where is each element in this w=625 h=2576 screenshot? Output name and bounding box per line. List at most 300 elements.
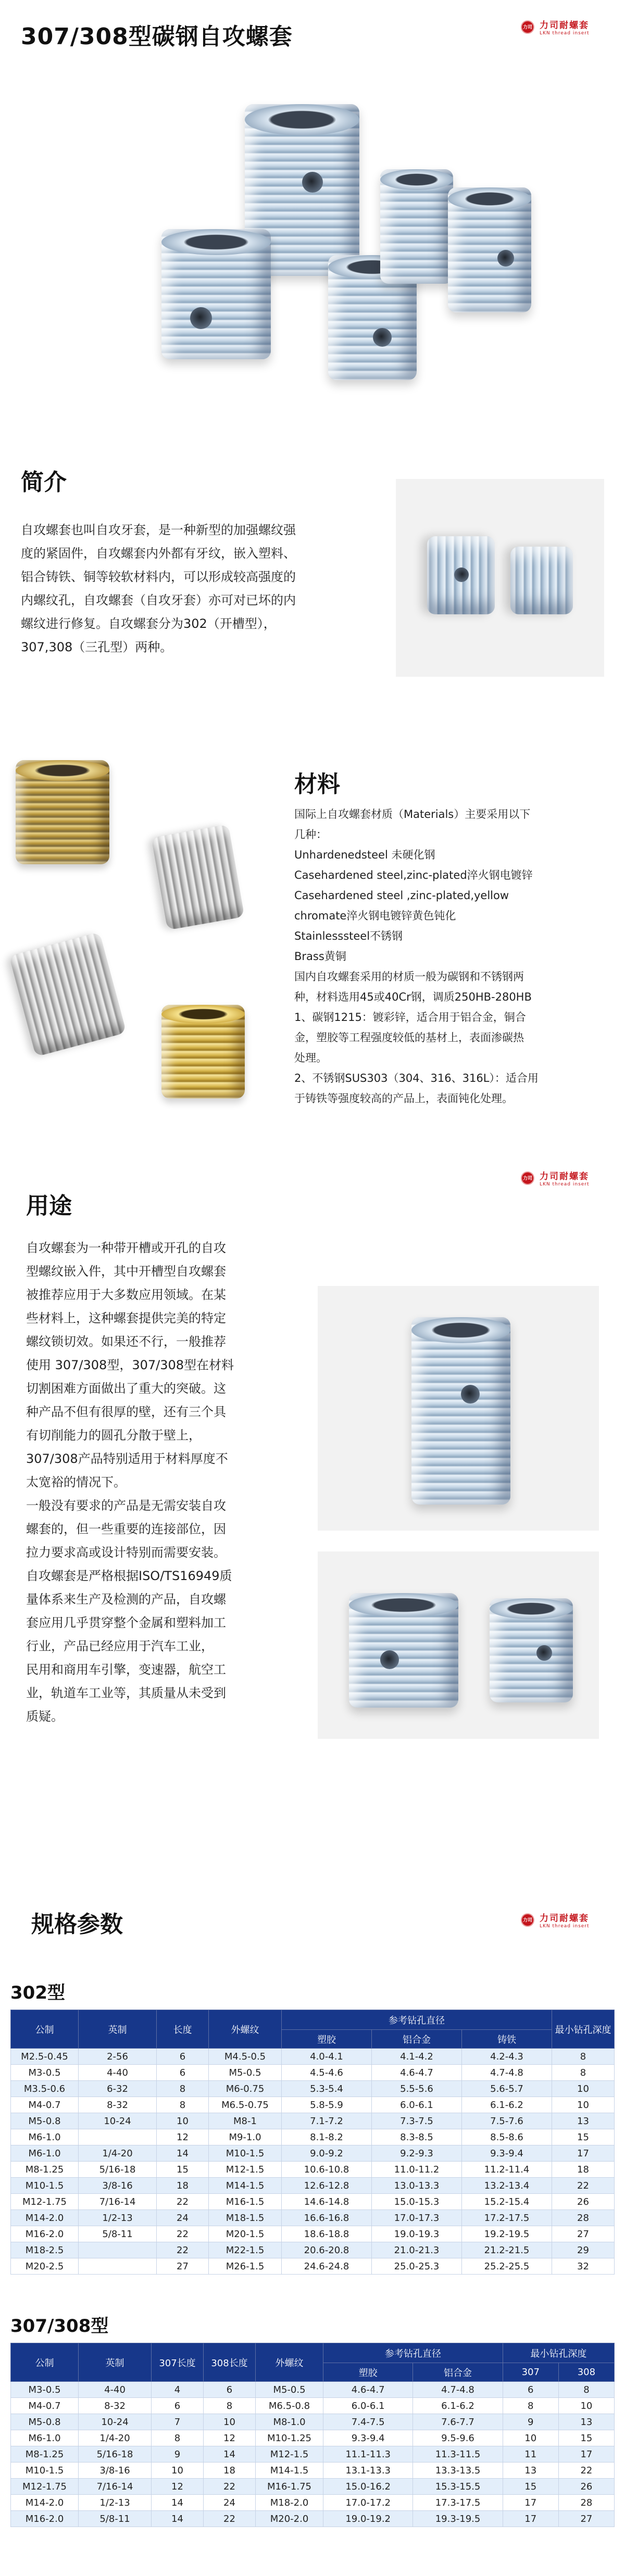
col-subheader: 308 bbox=[558, 2363, 614, 2382]
spec-table-307-308 bbox=[10, 2343, 615, 2527]
table-cell: 10 bbox=[152, 2463, 204, 2479]
table-row bbox=[11, 2382, 615, 2398]
table-row bbox=[11, 2430, 615, 2446]
table-cell: 7/16-14 bbox=[79, 2194, 157, 2210]
table-cell: 28 bbox=[552, 2210, 615, 2226]
table-cell: 1/4-20 bbox=[79, 2430, 152, 2446]
table-cell: 13.0-13.3 bbox=[372, 2178, 462, 2194]
insert-front-left bbox=[161, 229, 271, 359]
spec-table-302 bbox=[10, 2010, 615, 2275]
material-text bbox=[294, 804, 612, 1109]
table-cell: 15.3-15.5 bbox=[413, 2479, 503, 2495]
table-cell: 10.6-10.8 bbox=[282, 2162, 372, 2178]
insert-far-right bbox=[448, 187, 531, 312]
table-cell: 14 bbox=[152, 2511, 204, 2527]
table-cell: 17 bbox=[503, 2511, 558, 2527]
intro-line: 307,308（三孔型）两种。 bbox=[21, 640, 173, 654]
table-row bbox=[11, 2495, 615, 2511]
table-row bbox=[11, 2479, 615, 2495]
col-subheader: 307 bbox=[503, 2363, 558, 2382]
table-row bbox=[11, 2226, 615, 2242]
table-cell: 19.0-19.3 bbox=[372, 2226, 462, 2242]
usage-insert-tall bbox=[411, 1317, 510, 1505]
intro-product-photo bbox=[396, 479, 604, 677]
usage-insert-right bbox=[490, 1598, 573, 1702]
col-header: 公制 bbox=[11, 2343, 79, 2382]
table-cell: 22 bbox=[558, 2463, 614, 2479]
table-cell: 5.6-5.7 bbox=[462, 2081, 552, 2097]
table-cell bbox=[79, 2129, 157, 2145]
table-cell: M12-1.5 bbox=[256, 2446, 323, 2463]
table-cell: M16-2.0 bbox=[11, 2511, 79, 2527]
table-cell: 1/4-20 bbox=[79, 2145, 157, 2162]
table-307-title: 307/308型 bbox=[10, 2316, 109, 2337]
table-cell: 10-24 bbox=[79, 2113, 157, 2129]
table-cell: M10-1.5 bbox=[209, 2145, 282, 2162]
table-cell: 14 bbox=[157, 2145, 209, 2162]
table-cell: 4 bbox=[152, 2382, 204, 2398]
table-cell: 13.1-13.3 bbox=[323, 2463, 413, 2479]
material-line: Casehardened steel,zinc-plated淬火钢电镀锌 bbox=[294, 869, 533, 881]
table-cell: 17 bbox=[552, 2145, 615, 2162]
table-row bbox=[11, 2178, 615, 2194]
table-cell: M6-1.0 bbox=[11, 2430, 79, 2446]
table-cell: 5/16-18 bbox=[79, 2446, 152, 2463]
table-cell: M14-1.5 bbox=[256, 2463, 323, 2479]
table-cell: 14 bbox=[204, 2446, 256, 2463]
table-cell: 10-24 bbox=[79, 2414, 152, 2430]
table-cell: 12 bbox=[157, 2129, 209, 2145]
usage-line: 种产品不但有很厚的壁，还有三个具 bbox=[26, 1405, 226, 1419]
table-cell: 14.6-14.8 bbox=[282, 2194, 372, 2210]
usage-line: 行业，产品已经应用于汽车工业， bbox=[26, 1639, 214, 1653]
table-cell: 11.2-11.4 bbox=[462, 2162, 552, 2178]
table-row bbox=[11, 2065, 615, 2081]
usage-line: 些材料上，这种螺套提供完美的特定 bbox=[26, 1311, 226, 1325]
brand-name: 力司耐螺套 bbox=[540, 20, 589, 31]
material-line: 国际上自攻螺套材质（Materials）主要采用以下 bbox=[294, 808, 531, 820]
material-line: Stainlesssteel不锈钢 bbox=[294, 930, 403, 942]
table-cell: 10 bbox=[157, 2113, 209, 2129]
table-cell: 17.3-17.5 bbox=[413, 2495, 503, 2511]
table-cell bbox=[79, 2242, 157, 2258]
specs-heading: 规格参数 bbox=[31, 1911, 123, 1938]
col-header: 英制 bbox=[79, 2343, 152, 2382]
brand-seal-icon: 力司 bbox=[521, 1913, 534, 1927]
table-cell: 5/8-11 bbox=[79, 2511, 152, 2527]
table-cell: 21.0-21.3 bbox=[372, 2242, 462, 2258]
table-cell: 19.0-19.2 bbox=[323, 2511, 413, 2527]
material-heading: 材料 bbox=[294, 771, 340, 798]
table-cell: 8 bbox=[558, 2382, 614, 2398]
table-cell: 5.3-5.4 bbox=[282, 2081, 372, 2097]
usage-line: 套应用几乎贯穿整个金属和塑料加工 bbox=[26, 1615, 226, 1630]
material-line: 金，塑胶等工程强度较低的基材上，表面渗碳热 bbox=[294, 1031, 524, 1044]
intro-line: 自攻螺套也叫自攻牙套，是一种新型的加强螺纹强 bbox=[21, 523, 296, 537]
table-cell: 4.7-4.8 bbox=[462, 2065, 552, 2081]
table-cell: M4.5-0.5 bbox=[209, 2049, 282, 2065]
col-subheader: 塑胶 bbox=[323, 2363, 413, 2382]
table-cell: M6-1.0 bbox=[11, 2145, 79, 2162]
material-line: Brass黄铜 bbox=[294, 950, 346, 963]
table-cell: 7.3-7.5 bbox=[372, 2113, 462, 2129]
table-cell: 7.6-7.7 bbox=[413, 2414, 503, 2430]
table-row bbox=[11, 2414, 615, 2430]
table-cell: 7/16-14 bbox=[79, 2479, 152, 2495]
table-cell: M12-1.75 bbox=[11, 2194, 79, 2210]
table-cell: 9.3-9.4 bbox=[462, 2145, 552, 2162]
table-cell: M3.5-0.6 bbox=[11, 2081, 79, 2097]
table-cell: 3/8-16 bbox=[79, 2463, 152, 2479]
table-row bbox=[11, 2081, 615, 2097]
color-zinc-insert bbox=[16, 760, 109, 864]
table-cell: 21.2-21.5 bbox=[462, 2242, 552, 2258]
table-cell: 13 bbox=[503, 2463, 558, 2479]
brand-tagline: LKN thread insert bbox=[540, 1924, 590, 1929]
usage-line: 有切削能力的圆孔分散于壁上， bbox=[26, 1428, 201, 1443]
table-cell: M8-1.25 bbox=[11, 2162, 79, 2178]
table-cell: 27 bbox=[558, 2511, 614, 2527]
table-cell: 15 bbox=[157, 2162, 209, 2178]
table-cell: M2.5-0.45 bbox=[11, 2049, 79, 2065]
usage-line: 自攻螺套为一种带开槽或开孔的自攻 bbox=[26, 1241, 226, 1255]
table-cell: 8 bbox=[157, 2097, 209, 2113]
table-cell: M10-1.25 bbox=[256, 2430, 323, 2446]
material-line: 几种： bbox=[294, 828, 327, 841]
table-cell: 4.2-4.3 bbox=[462, 2049, 552, 2065]
table-cell: 8 bbox=[157, 2081, 209, 2097]
table-cell: 18 bbox=[157, 2178, 209, 2194]
brand-logo-2 bbox=[521, 1169, 590, 1187]
table-cell: 22 bbox=[157, 2194, 209, 2210]
table-cell: 22 bbox=[157, 2242, 209, 2258]
table-cell: 8.1-8.2 bbox=[282, 2129, 372, 2145]
table-cell: M6.5-0.75 bbox=[209, 2097, 282, 2113]
table-cell: 11.0-11.2 bbox=[372, 2162, 462, 2178]
table-cell: 8 bbox=[552, 2049, 615, 2065]
table-cell: 1/2-13 bbox=[79, 2495, 152, 2511]
table-cell: 26 bbox=[552, 2194, 615, 2210]
table-cell: 8-32 bbox=[79, 2097, 157, 2113]
col-header: 公制 bbox=[11, 2010, 79, 2049]
usage-line: 被推荐应用于大多数应用领域。在某 bbox=[26, 1287, 226, 1302]
table-cell: M20-1.5 bbox=[209, 2226, 282, 2242]
intro-line: 度的紧固件，自攻螺套内外都有牙纹，嵌入塑料、 bbox=[21, 546, 296, 561]
table-cell: 9.5-9.6 bbox=[413, 2430, 503, 2446]
table-cell: 6 bbox=[157, 2049, 209, 2065]
table-cell: 6 bbox=[152, 2398, 204, 2414]
brand-seal-icon: 力司 bbox=[521, 20, 534, 34]
table-cell: 4-40 bbox=[79, 2065, 157, 2081]
table-cell: 3/8-16 bbox=[79, 2178, 157, 2194]
brand-seal-icon: 力司 bbox=[521, 1171, 534, 1185]
col-header: 307长度 bbox=[152, 2343, 204, 2382]
col-header: 外螺纹 bbox=[209, 2010, 282, 2049]
table-cell: 16.6-16.8 bbox=[282, 2210, 372, 2226]
table-cell: 17 bbox=[558, 2446, 614, 2463]
table-cell: 5.8-5.9 bbox=[282, 2097, 372, 2113]
table-cell: M14-2.0 bbox=[11, 2495, 79, 2511]
table-cell: 27 bbox=[552, 2226, 615, 2242]
table-cell: 10 bbox=[552, 2097, 615, 2113]
usage-line: 业，轨道车工业等，其质量从未受到 bbox=[26, 1686, 226, 1700]
page-header bbox=[0, 0, 625, 52]
table-cell: M16-2.0 bbox=[11, 2226, 79, 2242]
table-cell: M6-0.75 bbox=[209, 2081, 282, 2097]
intro-text bbox=[21, 519, 354, 659]
steel-slotted-insert bbox=[152, 824, 245, 930]
table-cell: 15 bbox=[552, 2129, 615, 2145]
table-row bbox=[11, 2097, 615, 2113]
table-cell: 4.0-4.1 bbox=[282, 2049, 372, 2065]
table-cell: 18.6-18.8 bbox=[282, 2226, 372, 2242]
brand-name: 力司耐螺套 bbox=[540, 1913, 589, 1924]
table-row bbox=[11, 2049, 615, 2065]
table-cell: 11 bbox=[503, 2446, 558, 2463]
table-cell: 8-32 bbox=[79, 2398, 152, 2414]
table-cell: 20.6-20.8 bbox=[282, 2242, 372, 2258]
table-cell: M12-1.75 bbox=[11, 2479, 79, 2495]
usage-line: 切割困难方面做出了重大的突破。这 bbox=[26, 1381, 226, 1396]
table-row bbox=[11, 2129, 615, 2145]
material-line: 国内自攻螺套采用的材质一般为碳钢和不锈钢两 bbox=[294, 970, 524, 983]
table-cell: 17.0-17.3 bbox=[372, 2210, 462, 2226]
table-cell: 32 bbox=[552, 2258, 615, 2275]
table-cell: 22 bbox=[552, 2178, 615, 2194]
table-row bbox=[11, 2511, 615, 2527]
table-cell: 9.2-9.3 bbox=[372, 2145, 462, 2162]
table-cell: 4-40 bbox=[79, 2382, 152, 2398]
table-cell: 8 bbox=[503, 2398, 558, 2414]
table-cell: 8 bbox=[552, 2065, 615, 2081]
col-header: 英制 bbox=[79, 2010, 157, 2049]
table-cell: M3-0.5 bbox=[11, 2382, 79, 2398]
table-cell: 6 bbox=[503, 2382, 558, 2398]
table-cell: M4-0.7 bbox=[11, 2097, 79, 2113]
usage-line: 一般没有要求的产品是无需安装自攻 bbox=[26, 1498, 226, 1513]
table-cell: 28 bbox=[558, 2495, 614, 2511]
table-cell: 27 bbox=[157, 2258, 209, 2275]
table-cell: M8-1 bbox=[209, 2113, 282, 2129]
table-cell: 9 bbox=[152, 2446, 204, 2463]
usage-text bbox=[26, 1236, 318, 1728]
table-cell: M16-1.5 bbox=[209, 2194, 282, 2210]
col-subheader: 铸铁 bbox=[462, 2030, 552, 2049]
table-cell: 24 bbox=[204, 2495, 256, 2511]
table-cell: 17 bbox=[503, 2495, 558, 2511]
usage-insert-left bbox=[349, 1593, 458, 1708]
stainless-insert bbox=[9, 932, 127, 1057]
col-header: 最小钻孔深度 bbox=[552, 2010, 615, 2049]
usage-heading: 用途 bbox=[26, 1193, 72, 1219]
table-cell: 4.7-4.8 bbox=[413, 2382, 503, 2398]
brand-name: 力司耐螺套 bbox=[540, 1171, 589, 1182]
table-cell: 1/2-13 bbox=[79, 2210, 157, 2226]
table-cell: 12 bbox=[204, 2430, 256, 2446]
table-cell: 13 bbox=[558, 2414, 614, 2430]
table-cell: 7.1-7.2 bbox=[282, 2113, 372, 2129]
table-cell: 4.6-4.7 bbox=[372, 2065, 462, 2081]
usage-line: 螺纹锁切效。如果还不行，一般推荐 bbox=[26, 1334, 226, 1349]
table-cell: 7.5-7.6 bbox=[462, 2113, 552, 2129]
table-cell: 15 bbox=[503, 2479, 558, 2495]
table-cell: 6 bbox=[157, 2065, 209, 2081]
col-header: 308长度 bbox=[204, 2343, 256, 2382]
usage-line: 太宽裕的情况下。 bbox=[26, 1475, 126, 1489]
table-cell: 18 bbox=[204, 2463, 256, 2479]
col-header-group: 最小钻孔深度 bbox=[503, 2343, 614, 2363]
table-cell: 15.0-16.2 bbox=[323, 2479, 413, 2495]
yellow-zinc-insert bbox=[161, 1005, 245, 1098]
table-cell: 13 bbox=[552, 2113, 615, 2129]
table-row bbox=[11, 2446, 615, 2463]
table-row bbox=[11, 2463, 615, 2479]
table-cell: 10 bbox=[552, 2081, 615, 2097]
usage-line: 量体系来生产及检测的产品，自攻螺 bbox=[26, 1592, 226, 1607]
material-line: Casehardened steel ,zinc-plated,yellow bbox=[294, 889, 509, 902]
intro-insert-1 bbox=[427, 536, 495, 614]
table-cell: 7 bbox=[152, 2414, 204, 2430]
usage-photo-bottom bbox=[318, 1551, 599, 1739]
usage-line: 307/308产品特别适用于材料厚度不 bbox=[26, 1451, 228, 1466]
material-line: 处理。 bbox=[294, 1052, 327, 1064]
table-cell: 15 bbox=[558, 2430, 614, 2446]
table-cell: 29 bbox=[552, 2242, 615, 2258]
table-row bbox=[11, 2210, 615, 2226]
table-cell: 4.6-4.7 bbox=[323, 2382, 413, 2398]
intro-heading: 简介 bbox=[21, 469, 67, 496]
table-cell: 8 bbox=[152, 2430, 204, 2446]
material-line: chromate淬火钢电镀锌黄色钝化 bbox=[294, 910, 456, 922]
col-header: 外螺纹 bbox=[256, 2343, 323, 2382]
table-cell: M10-1.5 bbox=[11, 2178, 79, 2194]
table-cell: 13.3-13.5 bbox=[413, 2463, 503, 2479]
table-cell: M14-2.0 bbox=[11, 2210, 79, 2226]
col-subheader: 铝合金 bbox=[413, 2363, 503, 2382]
material-line: 2、不锈钢SUS303（304、316、316L）：适合用 bbox=[294, 1072, 539, 1084]
table-cell: 11.1-11.3 bbox=[323, 2446, 413, 2463]
table-302-body bbox=[11, 2049, 615, 2275]
table-cell: 6.0-6.1 bbox=[372, 2097, 462, 2113]
usage-line: 民用和商用车引擎，变速器，航空工 bbox=[26, 1662, 226, 1677]
table-cell: M5-0.8 bbox=[11, 2113, 79, 2129]
table-cell: M8-1.25 bbox=[11, 2446, 79, 2463]
table-cell: 15.0-15.3 bbox=[372, 2194, 462, 2210]
material-line: 种，材料选用45或40Cr钢，调质250HB-280HB bbox=[294, 991, 532, 1003]
brand-logo bbox=[521, 18, 590, 36]
material-photos bbox=[10, 750, 281, 1114]
table-cell: 6.0-6.1 bbox=[323, 2398, 413, 2414]
table-cell: 10 bbox=[204, 2414, 256, 2430]
table-cell: 22 bbox=[204, 2479, 256, 2495]
col-subheader: 铝合金 bbox=[372, 2030, 462, 2049]
table-cell: 6 bbox=[204, 2382, 256, 2398]
table-cell: 26 bbox=[558, 2479, 614, 2495]
usage-line: 型螺纹嵌入件，其中开槽型自攻螺套 bbox=[26, 1264, 226, 1279]
table-cell: 25.2-25.5 bbox=[462, 2258, 552, 2275]
col-header: 长度 bbox=[157, 2010, 209, 2049]
table-cell: 15.2-15.4 bbox=[462, 2194, 552, 2210]
usage-line: 拉力要求高或设计特别而需要安装。 bbox=[26, 1545, 226, 1560]
usage-line: 螺套的，但一些重要的连接部位，因 bbox=[26, 1522, 226, 1536]
table-302-title: 302型 bbox=[10, 1982, 65, 2003]
table-cell: M5-0.5 bbox=[256, 2382, 323, 2398]
usage-line: 质疑。 bbox=[26, 1709, 64, 1724]
table-cell: 5.5-5.6 bbox=[372, 2081, 462, 2097]
table-cell: 5/8-11 bbox=[79, 2226, 157, 2242]
table-cell: 18 bbox=[552, 2162, 615, 2178]
table-cell: 9.3-9.4 bbox=[323, 2430, 413, 2446]
table-cell: M18-2.5 bbox=[11, 2242, 79, 2258]
hero-product-photo bbox=[0, 57, 625, 422]
table-cell: 6.1-6.2 bbox=[413, 2398, 503, 2414]
col-header-group: 参考钻孔直径 bbox=[323, 2343, 503, 2363]
table-cell: M5-0.8 bbox=[11, 2414, 79, 2430]
table-cell: 12.6-12.8 bbox=[282, 2178, 372, 2194]
table-cell: M6.5-0.8 bbox=[256, 2398, 323, 2414]
material-line: 于铸铁等强度较高的产品上，表面钝化处理。 bbox=[294, 1092, 513, 1105]
intro-line: 铝合铸铁、铜等较软材料内，可以形成较高强度的 bbox=[21, 570, 296, 584]
table-cell: 17.2-17.5 bbox=[462, 2210, 552, 2226]
table-cell: 19.3-19.5 bbox=[413, 2511, 503, 2527]
table-cell: 9 bbox=[503, 2414, 558, 2430]
intro-insert-2 bbox=[510, 547, 573, 614]
material-line: 1、碳钢1215：镀彩锌，适合用于铝合金，铜合 bbox=[294, 1011, 526, 1024]
usage-line: 自攻螺套是严格根据ISO/TS16949质 bbox=[26, 1569, 232, 1583]
table-cell: 7.4-7.5 bbox=[323, 2414, 413, 2430]
table-cell: 13.2-13.4 bbox=[462, 2178, 552, 2194]
table-cell: M20-2.0 bbox=[256, 2511, 323, 2527]
table-cell: 6.1-6.2 bbox=[462, 2097, 552, 2113]
table-cell: M22-1.5 bbox=[209, 2242, 282, 2258]
table-row bbox=[11, 2398, 615, 2414]
table-307-body bbox=[11, 2382, 615, 2527]
table-cell: M26-1.5 bbox=[209, 2258, 282, 2275]
table-cell: 14 bbox=[152, 2495, 204, 2511]
table-cell: 8.3-8.5 bbox=[372, 2129, 462, 2145]
table-cell: 25.0-25.3 bbox=[372, 2258, 462, 2275]
table-row bbox=[11, 2242, 615, 2258]
table-cell: 4.1-4.2 bbox=[372, 2049, 462, 2065]
table-cell: 9.0-9.2 bbox=[282, 2145, 372, 2162]
table-cell: 2-56 bbox=[79, 2049, 157, 2065]
table-cell: M6-1.0 bbox=[11, 2129, 79, 2145]
table-cell: M18-1.5 bbox=[209, 2210, 282, 2226]
brand-logo-3 bbox=[521, 1911, 590, 1929]
table-row bbox=[11, 2113, 615, 2129]
table-cell: 24 bbox=[157, 2210, 209, 2226]
table-cell: 10 bbox=[558, 2398, 614, 2414]
table-cell: M20-2.5 bbox=[11, 2258, 79, 2275]
usage-photo-top bbox=[318, 1286, 599, 1531]
table-cell: M9-1.0 bbox=[209, 2129, 282, 2145]
table-cell: 8 bbox=[204, 2398, 256, 2414]
table-cell: M16-1.75 bbox=[256, 2479, 323, 2495]
table-cell: M8-1.0 bbox=[256, 2414, 323, 2430]
page-title: 307/308型碳钢自攻螺套 bbox=[21, 23, 293, 50]
table-cell: 11.3-11.5 bbox=[413, 2446, 503, 2463]
usage-line: 使用 307/308型，307/308型在材料 bbox=[26, 1358, 234, 1372]
brand-tagline: LKN thread insert bbox=[540, 31, 590, 36]
col-header-group: 参考钻孔直径 bbox=[282, 2010, 552, 2030]
table-cell: M5-0.5 bbox=[209, 2065, 282, 2081]
table-cell: M10-1.5 bbox=[11, 2463, 79, 2479]
brand-tagline: LKN thread insert bbox=[540, 1182, 590, 1187]
col-subheader: 塑胶 bbox=[282, 2030, 372, 2049]
table-cell: 22 bbox=[157, 2226, 209, 2242]
intro-line: 内螺纹孔，自攻螺套（自攻牙套）亦可对已坏的内 bbox=[21, 593, 296, 608]
table-row bbox=[11, 2162, 615, 2178]
